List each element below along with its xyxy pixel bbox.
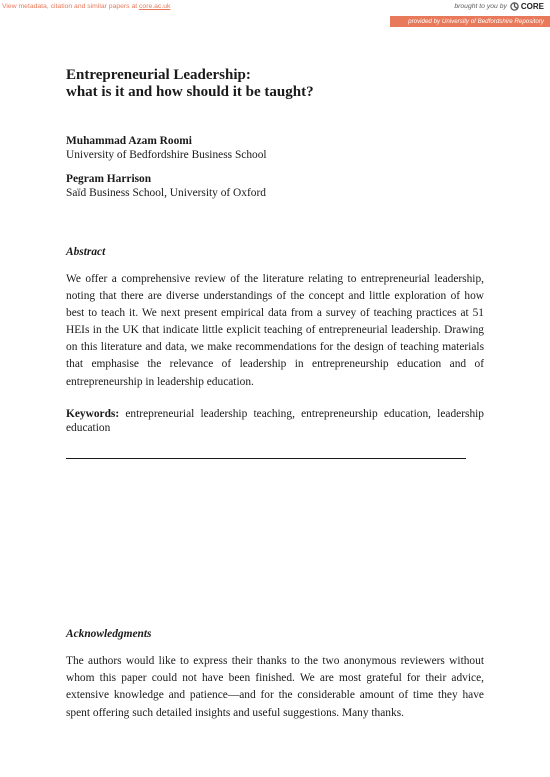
acknowledgments-heading: Acknowledgments <box>66 628 152 640</box>
core-metadata-prefix: View metadata, citation and similar papers at <box>2 3 140 10</box>
core-banner <box>0 0 550 14</box>
keywords <box>66 408 484 435</box>
abstract-text: We offer a comprehensive review of the literature relating to entrepreneurial leadership, noting that there are diverse understandings of the concept and little exploration of how best to teach it. We next present empirical data from a survey of teaching practices at 51 HEIs in the UK that indicate little explicit teaching of entrepreneurial leadership. Drawing on this literature and data, we make recommendations for the design of teaching materials that emphasise the relevance of leadership in entrepreneurship education and of entrepreneurship in leadership education. <box>66 273 484 388</box>
core-brought-by <box>454 2 544 11</box>
core-logo[interactable] <box>510 2 544 11</box>
keywords-text: entrepreneurial leadership teaching, entrepreneurship education, leadership education <box>66 408 484 434</box>
core-logo-icon <box>510 2 519 11</box>
keywords-label: Keywords: <box>66 408 120 420</box>
provided-by-banner[interactable]: provided by University of Bedfordshire Repository <box>390 16 550 27</box>
core-logo-text: CORE <box>520 2 544 11</box>
core-brought-by-label: brought to you by <box>454 3 507 10</box>
author-name: Pegram Harrison <box>66 173 152 185</box>
abstract-heading: Abstract <box>66 246 106 258</box>
paper-title <box>66 67 314 101</box>
author-entry <box>66 172 266 200</box>
section-divider <box>66 458 466 459</box>
core-link[interactable]: core.ac.uk <box>139 3 171 10</box>
author-name: Muhammad Azam Roomi <box>66 135 192 147</box>
paper-title-line2: what is it and how should it be taught? <box>66 84 314 100</box>
core-metadata-notice <box>2 3 170 10</box>
paper-title-line1: Entrepreneurial Leadership: <box>66 67 251 83</box>
author-affiliation: University of Bedfordshire Business School <box>66 149 267 161</box>
acknowledgments-text: The authors would like to express their thanks to the two anonymous reviewers without whom this paper could not have been finished. We are most grateful for their advice, extensive knowledge and patience—and for the considerable amount of time they have spent offering such detailed insights and useful suggestions. Many thanks. <box>66 655 484 719</box>
author-affiliation: Saïd Business School, University of Oxford <box>66 187 266 199</box>
author-entry <box>66 134 267 162</box>
